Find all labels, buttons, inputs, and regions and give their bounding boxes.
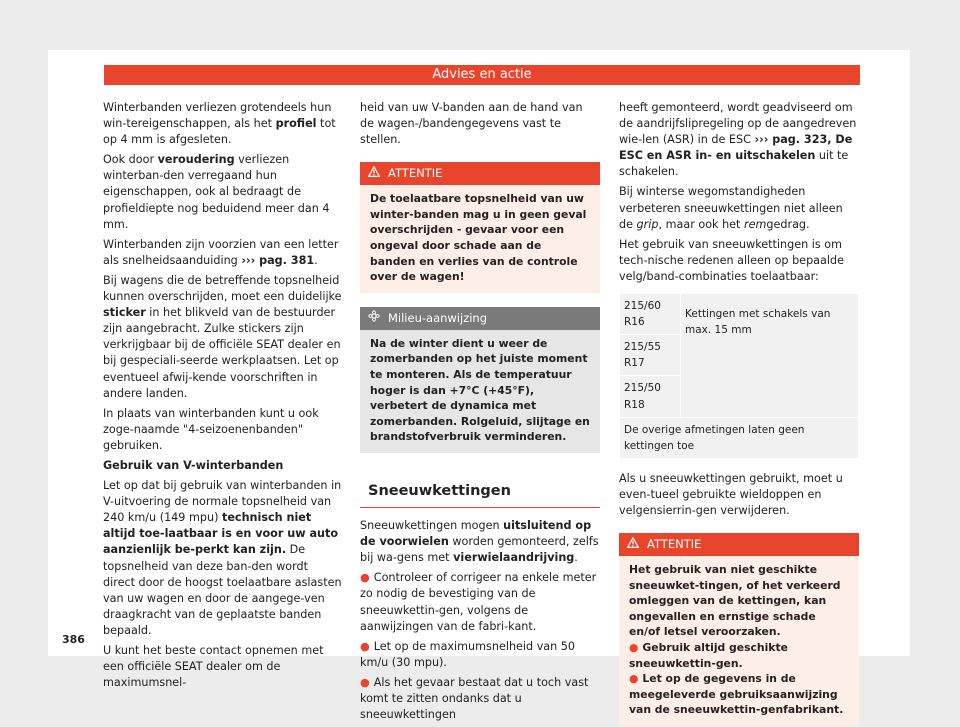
bullet-dot-icon: ●	[629, 672, 639, 686]
list-item: ● Gebruik altijd geschikte sneeuwkettin-gen.	[629, 641, 788, 670]
warning-header: ATTENTIE	[619, 533, 859, 556]
table-cell: 215/55 R17	[620, 335, 681, 376]
table-cell: Kettingen met schakels van max. 15 mm	[681, 294, 859, 418]
column-2	[360, 100, 600, 727]
column-3	[619, 100, 859, 726]
warning-paragraph: Het gebruik van niet geschikte sneeuwket-tingen, of het verkeerd omleggen van de kettingen, kan ongevallen en ernstige schade en/of letsel veroorzaken.	[629, 563, 841, 639]
column-1	[103, 100, 343, 695]
warning-header: ATTENTIE	[360, 162, 600, 185]
paragraph: In plaats van winterbanden kunt u ook zoge-naamde "4-seizoenenbanden" gebruiken.	[103, 406, 319, 452]
list-item: ● Let op de maximumsnelheid van 50 km/u (30 mpu).	[360, 639, 576, 669]
table-cell: 215/50 R18	[620, 376, 681, 417]
table-cell: 215/60 R16	[620, 294, 681, 335]
environment-text: Na de winter dient u weer de zomerbanden op het juiste moment te monteren. Als de temperatuur hoger is dan +7°C (+45°F), verbetert de dynamica met zomerbanden. Rolgeluid, slijtage en brandstofverbruik verminderen.	[360, 330, 600, 453]
paragraph: U kunt het beste contact opnemen met een officiële SEAT dealer om de maximumsnel-	[103, 644, 324, 690]
paragraph: Bij winterse wegomstandigheden verbeteren sneeuwkettingen niet alleen de grip, maar ook het remgedrag.	[619, 185, 843, 231]
page-link[interactable]: ››› pag. 381	[241, 253, 315, 267]
section-header: Advies en actie	[104, 65, 860, 85]
warning-text: De toelaatbare topsnelheid van uw winter-banden mag u in geen geval overschrijden - gevaar voor een ongeval door schade aan de banden en verlies van de controle over de wagen!	[370, 192, 587, 284]
warning-box	[619, 533, 859, 726]
paragraph: Winterbanden zijn voorzien van een letter als snelheidsaanduiding ››› pag. 381.	[103, 237, 339, 267]
paragraph: Sneeuwkettingen mogen uitsluitend op de voorwielen worden gemonteerd, zelfs bij wa-gens met vierwielaandrijving.	[360, 519, 599, 565]
bullet-dot-icon: ●	[360, 639, 370, 653]
paragraph: Winterbanden verliezen grotendeels hun win-tereigenschappen, als het profiel tot op 4 mm is afgesleten.	[103, 101, 336, 147]
environment-box	[360, 307, 600, 453]
snow-chain-table	[619, 293, 859, 459]
bullet-dot-icon: ●	[360, 571, 370, 585]
paragraph: Ook door veroudering verliezen winterban-den verregaand hun eigenschappen, ook al bedraagt de profieldiepte nog beduidend meer dan 4 mm.	[103, 153, 330, 231]
environment-header: Milieu-aanwijzing	[360, 307, 600, 330]
paragraph: Het gebruik van sneeuwkettingen is om tech-nische redenen alleen op bepaalde velg/band-combinaties toelaatbaar:	[619, 237, 844, 283]
section-title: Sneeuwkettingen	[360, 467, 600, 508]
list-item: ● Controleer of corrigeer na enkele meter zo nodig de bevestiging van de sneeuwkettin-gen, volgens de aanwijzingen van de fabri-kant.	[360, 571, 597, 633]
paragraph: heid van uw V-banden aan de hand van de wagen-/bandengegevens vast te stellen.	[360, 101, 583, 147]
bullet-dot-icon: ●	[360, 675, 370, 689]
warning-triangle-icon	[627, 536, 641, 553]
table-row	[620, 417, 859, 458]
bullet-dot-icon: ●	[629, 641, 639, 655]
table-footer: De overige afmetingen laten geen kettingen toe	[620, 417, 859, 458]
page-link[interactable]: ››› pag. 323, De ESC en ASR in- en uitschakelen	[619, 133, 853, 163]
warning-text	[619, 556, 859, 726]
subheading: Gebruik van V-winterbanden	[103, 458, 284, 472]
warning-box	[360, 162, 600, 293]
list-item: ● Als het gevaar bestaat dat u toch vast komt te zitten ondanks dat u sneeuwkettingen	[360, 675, 589, 722]
page-number: 386	[62, 633, 85, 646]
paragraph: Bij wagens die de betreffende topsnelheid kunnen overschrijden, moet een duidelijke sticker in het blikveld van de bestuurder zijn aangebracht. Zulke stickers zijn verkrijgbaar bij de officiële SEAT dealer en bij gespeciali-seerde werkplaatsen. Let op eventueel afwij-kende voorschriften in andere landen.	[103, 273, 342, 400]
paragraph: Als u sneeuwkettingen gebruikt, moet u even-tueel gebruikte wieldoppen en velgensierrin-gen verwijderen.	[619, 471, 843, 517]
paragraph: heeft gemonteerd, wordt geadviseerd om de aandrijfslipregeling op de aangedreven wie-len (ASR) in de ESC ››› pag. 323, De ESC en ASR in- en uitschakelen uit te schakelen.	[619, 101, 857, 179]
table-row	[620, 294, 859, 335]
list-item: ● Let op de gegevens in de meegeleverde gebruiksaanwijzing van de sneeuwkettin-genfabrikant.	[629, 672, 844, 717]
leaf-icon	[368, 310, 382, 327]
warning-triangle-icon	[368, 165, 382, 182]
paragraph: Let op dat bij gebruik van winterbanden in V-uitvoering de normale topsnelheid van 240 km/u (149 mpu) technisch niet altijd toe-laatbaar is en voor uw auto aanzienlijk be-perkt kan zijn. De topsnelheid van deze ban-den wordt direct door de hoogst toelaatbare aslasten van uw wagen en door de aangege-ven draagkracht van de geplaatste banden bepaald.	[103, 479, 342, 637]
